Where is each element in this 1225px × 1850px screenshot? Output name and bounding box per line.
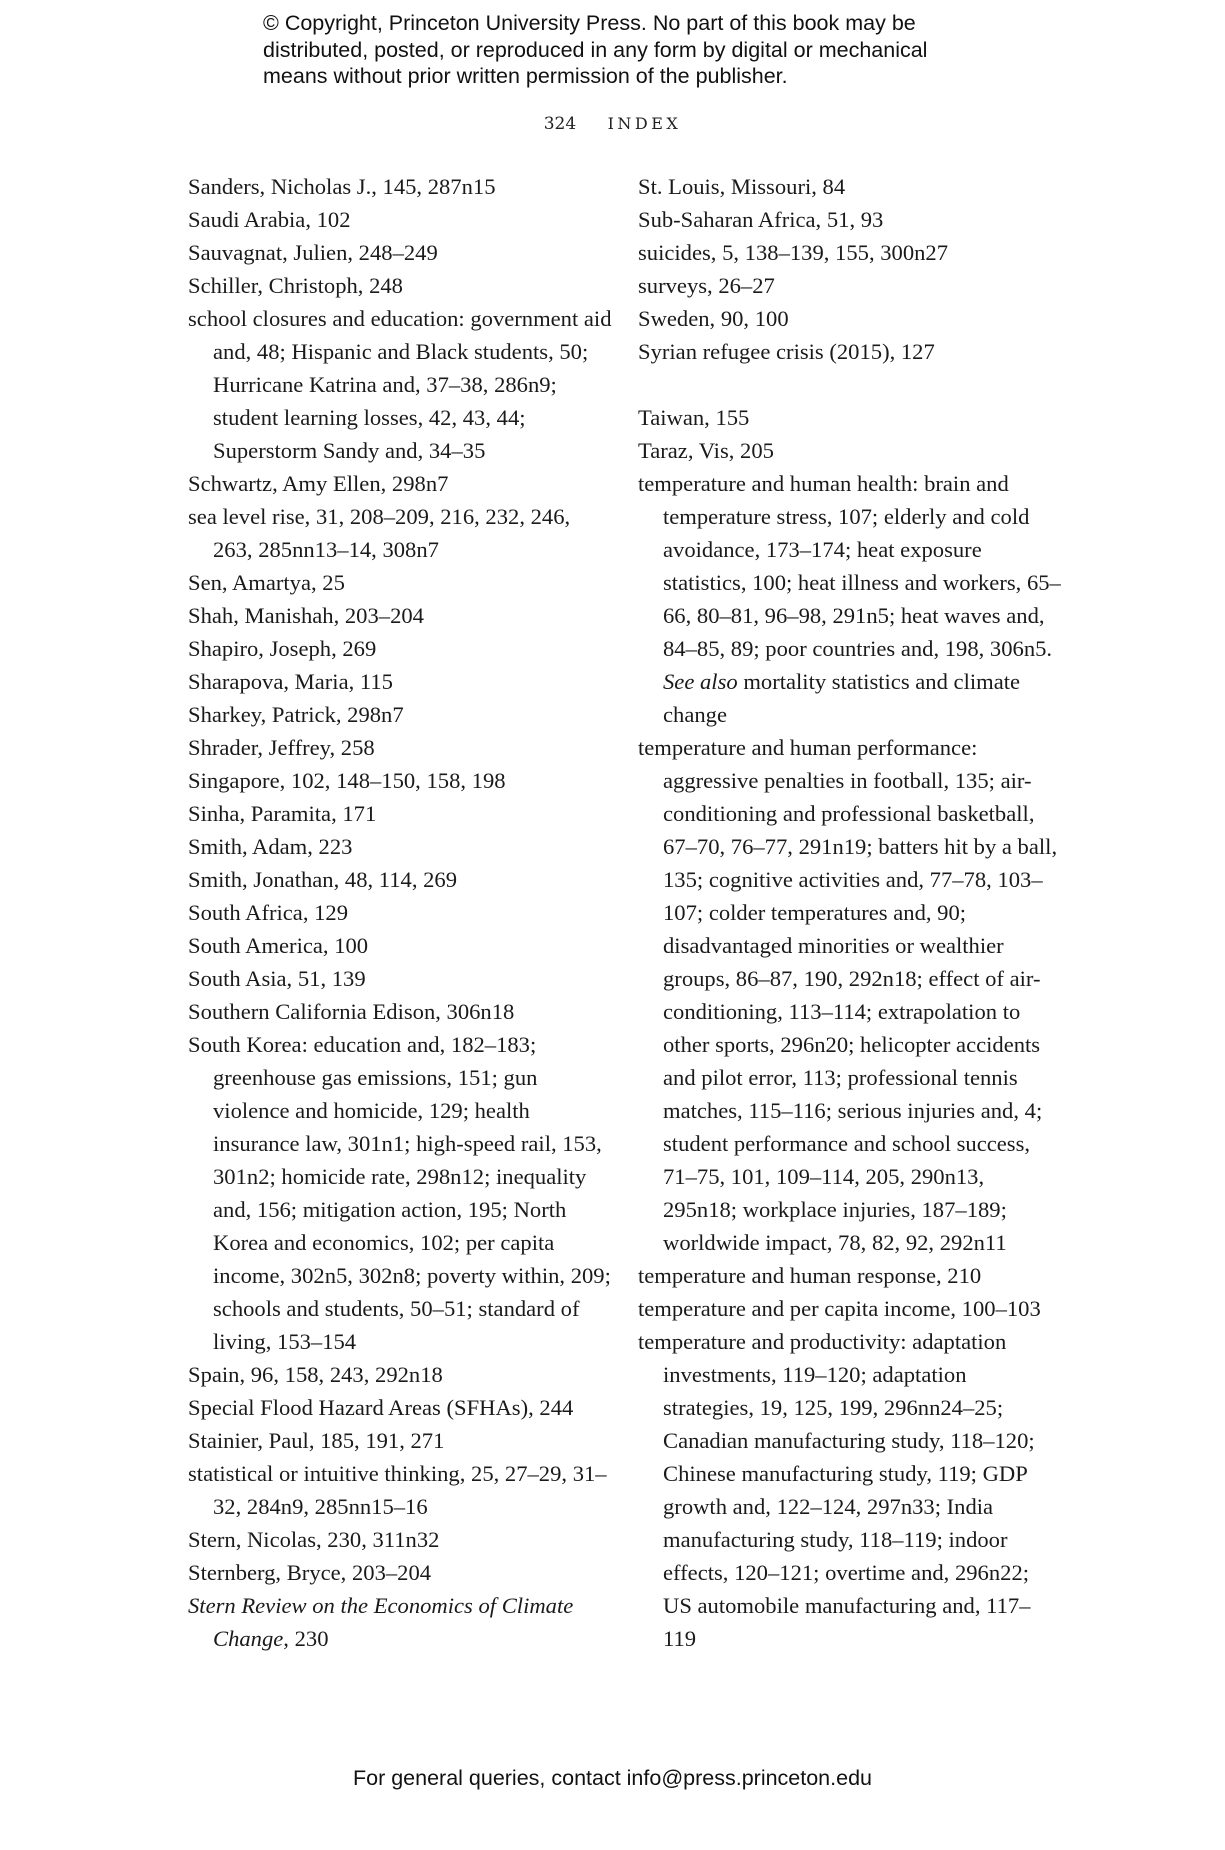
index-entry: temperature and per capita income, 100–103 — [638, 1296, 1041, 1321]
index-column-left — [188, 170, 613, 1655]
index-entry: Sweden, 90, 100 — [638, 306, 789, 331]
index-entry: Sanders, Nicholas J., 145, 287n15 — [188, 174, 496, 199]
entry-pages: , 230 — [283, 1626, 329, 1651]
index-entry: Sen, Amartya, 25 — [188, 570, 345, 595]
index-entry: Sauvagnat, Julien, 248–249 — [188, 240, 438, 265]
see-also-reference: mortality statistics and climate change — [663, 669, 1021, 727]
index-entry: South Africa, 129 — [188, 900, 349, 925]
page-number: 324 — [543, 114, 577, 134]
index-entry: Sharkey, Patrick, 298n7 — [188, 702, 404, 727]
index-entry: Stern, Nicolas, 230, 311n32 — [188, 1527, 440, 1552]
index-entry: sea level rise, 31, 208–209, 216, 232, 246, 263, 285nn13–14, 308n7 — [188, 504, 571, 562]
index-entry: Shrader, Jeffrey, 258 — [188, 735, 375, 760]
index-entry: Schiller, Christoph, 248 — [188, 273, 403, 298]
index-entry: temperature and human response, 210 — [638, 1263, 982, 1288]
index-entry: Sub-Saharan Africa, 51, 93 — [638, 207, 884, 232]
index-entry: Schwartz, Amy Ellen, 298n7 — [188, 471, 449, 496]
index-entry: Taiwan, 155 — [638, 405, 750, 430]
index-entry: temperature and productivity: adaptation investments, 119–120; adaptation strategies, 19, 125, 199, 296nn24–25; Canadian manufacturing study, 118–120; Chinese manufacturing study, 119; GDP growth and, 122–124, 297n33; India manufacturing study, 118–119; indoor effects, 120–121; overtime and, 296n22; US automobile manufacturing and, 117–119 — [638, 1329, 1035, 1651]
copyright-notice — [263, 10, 1023, 90]
index-entry: Singapore, 102, 148–150, 158, 198 — [188, 768, 506, 793]
index-entry: Sharapova, Maria, 115 — [188, 669, 393, 694]
index-entry-temperature-health — [638, 467, 1063, 731]
index-entry: Smith, Adam, 223 — [188, 834, 353, 859]
index-entry: temperature and human performance: aggressive penalties in football, 135; air-conditioning and professional basketball, 67–70, 76–77, 291n19; batters hit by a ball, 135; cognitive activities and, 77–78, 103–107; colder temperatures and, 90; disadvantaged minorities or wealthier groups, 86–87, 190, 292n18; effect of air-conditioning, 113–114; extrapolation to other sports, 296n20; helicopter accidents and pilot error, 113; professional tennis matches, 115–116; serious injuries and, 4; student performance and school success, 71–75, 101, 109–114, 205, 290n13, 295n18; workplace injuries, 187–189; worldwide impact, 78, 82, 92, 292n11 — [638, 735, 1058, 1255]
index-entry: Saudi Arabia, 102 — [188, 207, 351, 232]
copyright-line: distributed, posted, or reproduced in any form by digital or mechanical — [263, 37, 928, 62]
footer-contact: For general queries, contact info@press.princeton.edu — [352, 1766, 872, 1790]
index-entry-stern-review — [188, 1589, 613, 1655]
running-head — [0, 114, 1225, 134]
index-entry: surveys, 26–27 — [638, 273, 775, 298]
index-entry: Southern California Edison, 306n18 — [188, 999, 515, 1024]
index-entry: suicides, 5, 138–139, 155, 300n27 — [638, 240, 949, 265]
index-entry: Syrian refugee crisis (2015), 127 — [638, 339, 935, 364]
copyright-line: © Copyright, Princeton University Press. No part of this book may be — [263, 11, 916, 35]
index-entry: St. Louis, Missouri, 84 — [638, 174, 846, 199]
see-also-label: See also — [663, 669, 738, 694]
index-column-right — [638, 170, 1063, 1655]
index-entry: Spain, 96, 158, 243, 292n18 — [188, 1362, 443, 1387]
entry-text: temperature and human health: brain and temperature stress, 107; elderly and cold avoidance, 173–174; heat exposure statistics, 100; heat illness and workers, 65–66, 80–81, 96–98, 291n5; heat waves and, 84–85, 89; poor countries and, 198, 306n5. — [638, 471, 1061, 661]
index-entry: Smith, Jonathan, 48, 114, 269 — [188, 867, 458, 892]
index-entry: Shah, Manishah, 203–204 — [188, 603, 424, 628]
index-entry: South Asia, 51, 139 — [188, 966, 366, 991]
copyright-line: means without prior written permission of the publisher. — [263, 64, 788, 88]
index-entry: South America, 100 — [188, 933, 369, 958]
index-entry: Stainier, Paul, 185, 191, 271 — [188, 1428, 445, 1453]
index-entry: Taraz, Vis, 205 — [638, 438, 774, 463]
index-entry: statistical or intuitive thinking, 25, 27–29, 31–32, 284n9, 285nn15–16 — [188, 1461, 607, 1519]
index-entry: South Korea: education and, 182–183; greenhouse gas emissions, 151; gun violence and homicide, 129; health insurance law, 301n1; high-speed rail, 153, 301n2; homicide rate, 298n12; inequality and, 156; mitigation action, 195; North Korea and economics, 102; per capita income, 302n5, 302n8; poverty within, 209; schools and students, 50–51; standard of living, 153–154 — [188, 1032, 611, 1354]
index-entry: Special Flood Hazard Areas (SFHAs), 244 — [188, 1395, 574, 1420]
index-entry: Shapiro, Joseph, 269 — [188, 636, 377, 661]
index-entry: Sternberg, Bryce, 203–204 — [188, 1560, 432, 1585]
index-entry: school closures and education: government aid and, 48; Hispanic and Black students, 50; Hurricane Katrina and, 37–38, 286n9; student learning losses, 42, 43, 44; Superstorm Sandy and, 34–35 — [188, 306, 612, 463]
index-entry: Sinha, Paramita, 171 — [188, 801, 377, 826]
work-title: Stern Review on the Economics of Climate Change — [188, 1593, 574, 1651]
section-title: INDEX — [607, 114, 682, 133]
